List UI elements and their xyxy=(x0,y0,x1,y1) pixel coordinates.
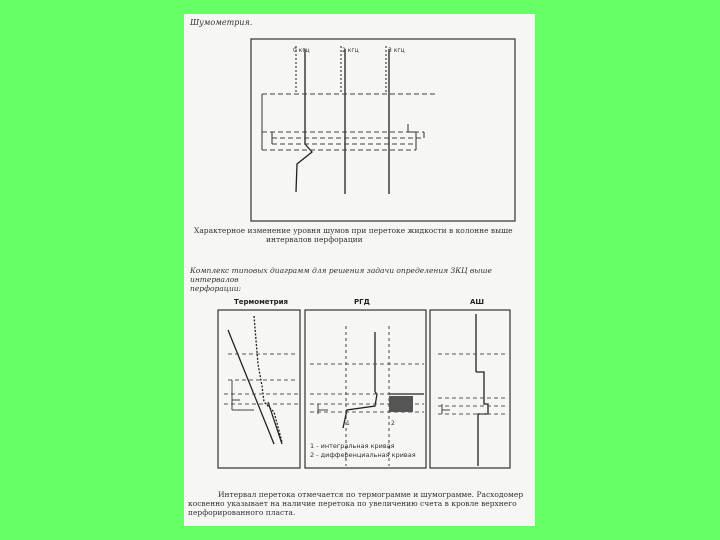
noise-curve-label-3: 3 кгц xyxy=(388,47,405,54)
rgd-legend xyxy=(310,442,416,460)
document-heading: Шумометрия. xyxy=(190,18,253,27)
thermometry-panel xyxy=(218,310,300,468)
rgd-differential-block xyxy=(389,396,413,412)
noise-curve-label-2: 2 кгц xyxy=(342,47,359,54)
rgd-tick-2: 2 xyxy=(391,420,395,427)
thermometry-title: Термометрия xyxy=(234,298,289,306)
section-title: Комплекс типовых диаграмм для решения задачи определения ЗКЦ выше интервалов перфорации: xyxy=(190,266,492,293)
thermogram-curve-2 xyxy=(254,316,282,442)
noise-curve-label-0: 0 кгц xyxy=(293,47,310,54)
noise-curve-0-lower xyxy=(296,144,312,192)
legend-item-1: 1 - интегральная кривая xyxy=(310,442,395,450)
document-page xyxy=(184,14,535,526)
rgd-tick-1: 1 xyxy=(346,420,350,427)
noise-chart-caption: Характерное изменение уровня шумов при перетоке жидкости в колонне выше интервалов перфорации xyxy=(194,226,513,244)
agi-panel xyxy=(430,310,510,468)
footer-text: Интервал перетока отмечается по термограмме и шумограмме. Расходомер косвенно указывает на наличие перетока по увеличению счета в кровле верхнего перфорированного пласта. xyxy=(188,490,524,517)
legend-item-2: 2 - дифференциальная кривая xyxy=(310,451,416,459)
agi-title: АШ xyxy=(470,298,485,306)
noise-chart-frame xyxy=(251,39,515,221)
thermogram-curve-1 xyxy=(228,330,274,444)
rgd-title: РГД xyxy=(354,298,370,306)
